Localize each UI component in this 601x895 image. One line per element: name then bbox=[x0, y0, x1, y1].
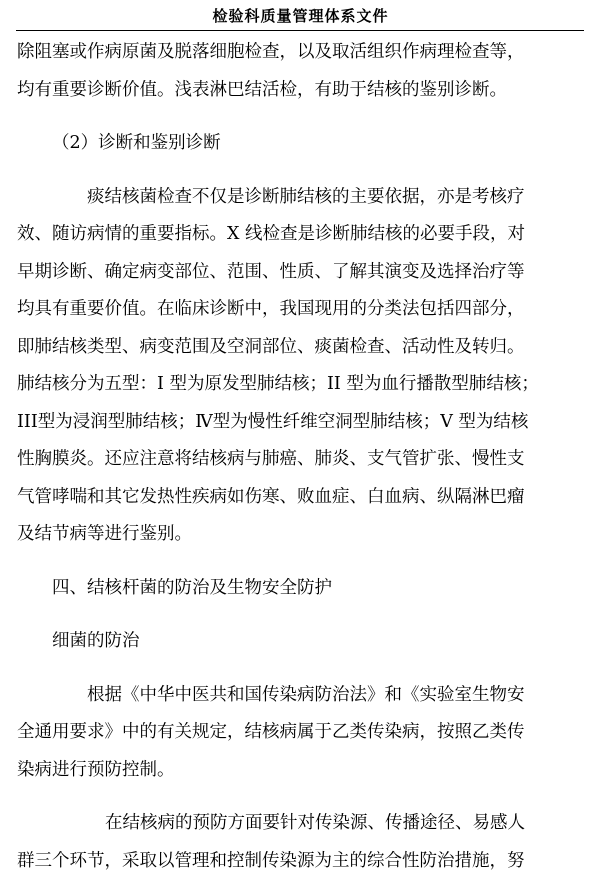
subsection-heading-bacteria: 细菌的防治 bbox=[52, 631, 140, 651]
text-line: 除阻塞或作病原菌及脱落细胞检查，以及取活组织作病理检查等， bbox=[17, 42, 525, 62]
text-line: 早期诊断、确定病变部位、范围、性质、了解其演变及选择治疗等 bbox=[17, 261, 525, 282]
text-line: 肺结核分为五型：I 型为原发型肺结核；II 型为血行播散型肺结核； bbox=[17, 374, 539, 394]
document-body bbox=[17, 34, 583, 880]
section-heading-prevention: 四、结核杆菌的防治及生物安全防护 bbox=[52, 577, 332, 598]
text-line: III型为浸润型肺结核；Ⅳ型为慢性纤维空洞型肺结核；V 型为结核 bbox=[17, 411, 529, 432]
text-line: 痰结核菌检查不仅是诊断肺结核的主要依据，亦是考核疗 bbox=[87, 186, 525, 207]
text-line: 即肺结核类型、病变范围及空洞部位、痰菌检查、活动性及转归。 bbox=[17, 336, 525, 357]
document-header-title: 检验科质量管理体系文件 bbox=[212, 7, 389, 25]
text-line: 均有重要诊断价值。浅表淋巴结活检，有助于结核的鉴别诊断。 bbox=[17, 79, 507, 100]
text-line: 在结核病的预防方面要针对传染源、传播途径、易感人 bbox=[105, 813, 525, 833]
text-line: 效、随访病情的重要指标。X 线检查是诊断肺结核的必要手段，对 bbox=[17, 224, 526, 244]
text-line: 性胸膜炎。还应注意将结核病与肺癌、肺炎、支气管扩张、慢性支 bbox=[17, 449, 525, 469]
text-line: 气管哮喘和其它发热性疾病如伤寒、败血症、白血病、纵隔淋巴瘤 bbox=[17, 486, 525, 507]
text-line: 群三个环节，采取以管理和控制传染源为主的综合性防治措施，努 bbox=[17, 850, 525, 871]
text-line: 均具有重要价值。在临床诊断中，我国现用的分类法包括四部分， bbox=[17, 299, 525, 319]
text-line: 全通用要求》中的有关规定，结核病属于乙类传染病，按照乙类传 bbox=[17, 722, 525, 742]
text-line: 及结节病等进行鉴别。 bbox=[17, 524, 192, 544]
text-line: 染病进行预防控制。 bbox=[17, 759, 175, 780]
section-heading-diagnosis: （2）诊断和鉴别诊断 bbox=[52, 133, 221, 153]
header-divider bbox=[16, 30, 584, 31]
text-line: 根据《中华中医共和国传染病防治法》和《实验室生物安 bbox=[87, 684, 525, 705]
